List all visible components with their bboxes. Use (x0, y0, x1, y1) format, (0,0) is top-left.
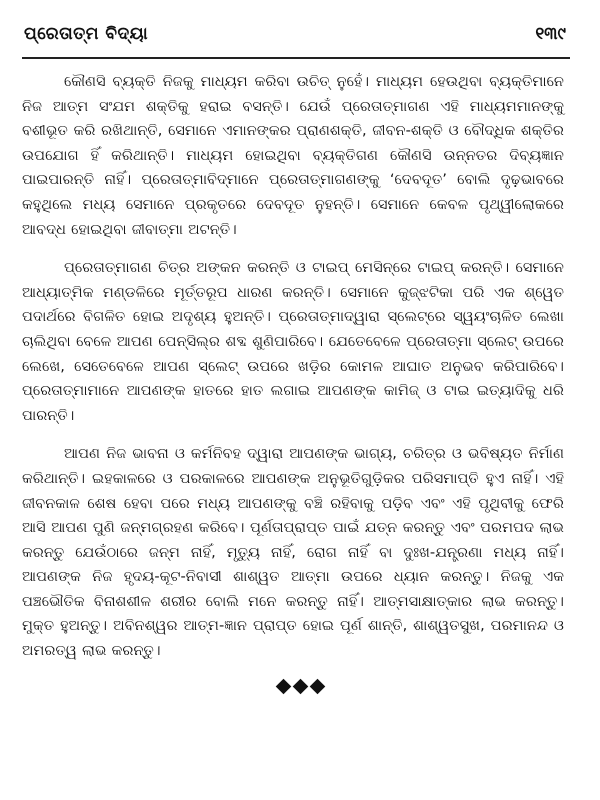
diamond-ornament-icon (275, 679, 291, 695)
body-text (22, 70, 564, 678)
page-number: ୧୩୯ (535, 24, 566, 44)
diamond-ornament-icon (292, 679, 308, 695)
diamond-ornament-icon (309, 679, 325, 695)
paragraph-2: ପ୍ରେତାତ୍ମାଗଣ ଚିତ୍ର ଅଙ୍କନ କରନ୍ତି ଓ ଟାଇପ୍ ମେସିନ୍‌ରେ ଟାଇପ୍ କରନ୍ତି। ସେମାନେ ଆଧ୍ୟାତ୍ମିକ ମଣ୍ଡଳିରେ ମୂର୍ତ୍ତରୂପ ଧାରଣ କରନ୍ତି। ସେମାନେ କୁଜ୍‌ଝଟିକା ପରି ଏକ ଶ୍ୱେତ ପଦାର୍ଥରେ ବିଗଳିତ ହୋଇ ଅଦୃଶ୍ୟ ହୁଅନ୍ତି। ପ୍ରେତାତ୍ମାଦ୍ୱାରା ସ୍ଲେଟ୍‌ରେ ସ୍ୱୟଂଚାଳିତ ଲେଖା ଚାଲିଥିବା ବେଳେ ଆପଣ ପେନ୍‌ସିଲ୍‌ର ଶବ୍ଦ ଶୁଣିପାରିବେ। ଯେତେବେଳେ ପ୍ରେତାତ୍ମା ସ୍ଲେଟ୍ ଉପରେ ଲେଖେ, ସେତେବେଳେ ଆପଣ ସ୍ଲେଟ୍ ଉପରେ ଖଡ଼ିର କୋମଳ ଆଘାତ ଅନୁଭବ କରିପାରିବେ। ପ୍ରେତାତ୍ମାମାନେ ଆପଣଙ୍କ ହାତରେ ହାତ ଲଗାଇ ଆପଣଙ୍କ କାମିଜ୍ ଓ ଟାଇ ଇତ୍ୟାଦିକୁ ଧରି ପାରନ୍ତି। (22, 259, 564, 424)
paragraph-3: ଆପଣ ନିଜ ଭାବନା ଓ କର୍ମନିବହ ଦ୍ୱାରା ଆପଣଙ୍କ ଭାଗ୍ୟ, ଚରିତ୍ର ଓ ଭବିଷ୍ୟତ ନିର୍ମାଣ କରିଥାନ୍ତି। ଇହକାଳରେ ଓ ପରକାଳରେ ଆପଣଙ୍କ ଅନୁଭୂତିଗୁଡ଼ିକର ପରିସମାପ୍ତି ହୁଏ ନାହିଁ। ଏହି ଜୀବନକାଳ ଶେଷ ହେବା ପରେ ମଧ୍ୟ ଆପଣଙ୍କୁ ବଞ୍ଚି ରହିବାକୁ ପଡ଼ିବ ଏବଂ ଏହି ପୃଥିବୀକୁ ଫେରି ଆସି ଆପଣ ପୁଣି ଜନ୍ମଗ୍ରହଣ କରିବେ। ପୂର୍ଣତାପ୍ରାପ୍ତ ପାଇଁ ଯତ୍ନ କରନ୍ତୁ ଏବଂ ପରମପଦ ଲାଭ କରନ୍ତୁ ଯେଉଁଠାରେ ଜନ୍ମ ନାହିଁ, ମୃତ୍ୟୁ ନାହିଁ, ରୋଗ ନାହିଁ ବା ଦୁଃଖ-ଯନ୍ତ୍ରଣା ମଧ୍ୟ ନାହିଁ। ଆପଣଙ୍କ ନିଜ ହୃଦୟ-କୂଟ-ନିବାସୀ ଶାଶ୍ୱତ ଆତ୍ମା ଉପରେ ଧ୍ୟାନ କରନ୍ତୁ। ନିଜକୁ ଏକ ପଞ୍ଚଭୌତିକ ବିନାଶଶୀଳ ଶରୀର ବୋଲି ମନେ କରନ୍ତୁ ନାହିଁ। ଆତ୍ମସାକ୍ଷାତ୍କାର ଲାଭ କରନ୍ତୁ। ମୁକ୍ତ ହୁଅନ୍ତୁ। ଅବିନଶ୍ୱର ଆତ୍ମ-ଜ୍ଞାନ ପ୍ରାପ୍ତ ହୋଇ ପୂର୍ଣ ଶାନ୍ତି, ଶାଶ୍ୱତସୁଖ, ପରମାନନ୍ଦ ଓ ଅମରତ୍ୱ ଲାଭ କରନ୍ତୁ। (22, 445, 564, 660)
section-end-ornament (0, 681, 600, 692)
running-title: ପ୍ରେତାତ୍ମ ବିଦ୍ୟା (24, 24, 149, 44)
page-header (24, 24, 566, 50)
paragraph-1: କୌଣସି ବ୍ୟକ୍ତି ନିଜକୁ ମାଧ୍ୟମ କରିବା ଉଚିତ୍ ନୁହେଁ। ମାଧ୍ୟମ ହେଉଥିବା ବ୍ୟକ୍ତିମାନେ ନିଜ ଆତ୍ମ ସଂଯମ ଶକ୍ତିକୁ ହରାଇ ବସନ୍ତି। ଯେଉଁ ପ୍ରେତାତ୍ମାଗଣ ଏହି ମାଧ୍ୟମମାନଙ୍କୁ ବଶୀଭୂତ କରି ରଖିଥାନ୍ତି, ସେମାନେ ଏମାନଙ୍କର ପ୍ରାଣଶକ୍ତି, ଜୀବନ-ଶକ୍ତି ଓ ବୌଦ୍ଧିକ ଶକ୍ତିର ଉପଯୋଗ ହିଁ କରିଥାନ୍ତି। ମାଧ୍ୟମ ହୋଇଥିବା ବ୍ୟକ୍ତିଗଣ କୌଣସି ଉନ୍ନତର ଦିବ୍ୟଜ୍ଞାନ ପାଇପାରନ୍ତି ନାହିଁ। ପ୍ରେତାତ୍ମାବିଦ୍‌ମାନେ ପ୍ରେତାତ୍ମାଗଣଙ୍କୁ ‘ଦେବଦୂତ’ ବୋଲି ଦୃଢ଼ଭାବରେ କହୁଥିଲେ ମଧ୍ୟ ସେମାନେ ପ୍ରକୃତରେ ଦେବଦୂତ ନୁହନ୍ତି। ସେମାନେ କେବଳ ପୃଥ୍ୱୀଲୋକରେ ଆବଦ୍ଧ ହୋଇଥିବା ଜୀବାତ୍ମା ଅଟନ୍ତି। (22, 73, 564, 238)
header-divider (22, 57, 570, 59)
